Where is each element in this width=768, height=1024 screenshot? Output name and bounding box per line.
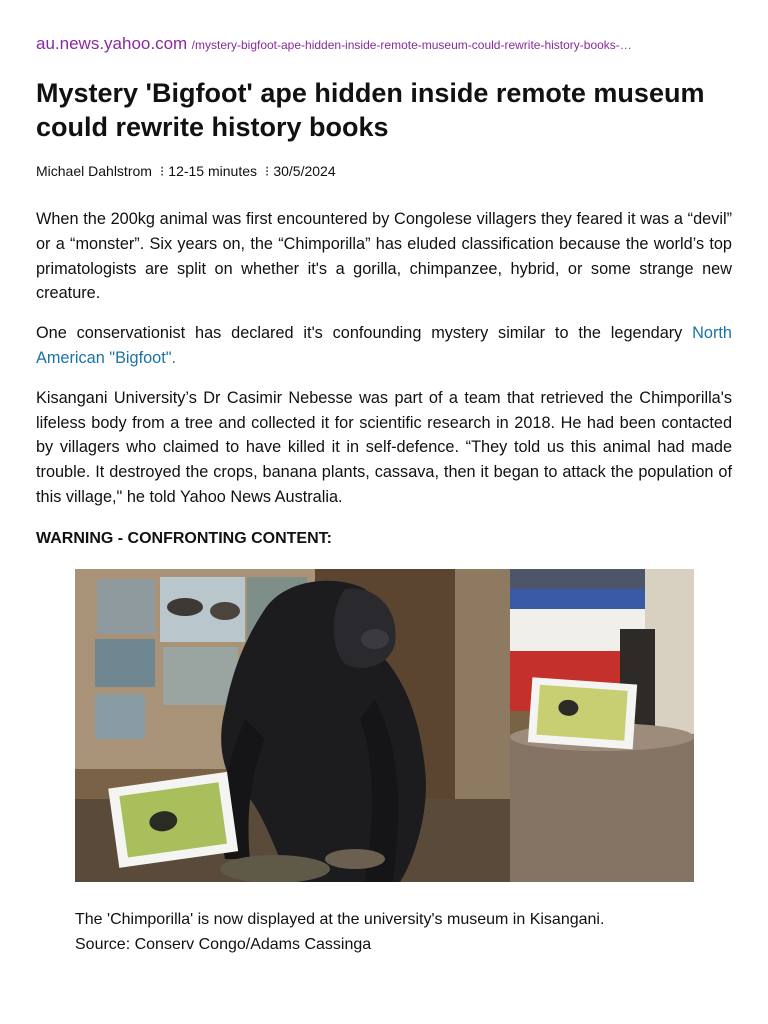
- byline-separator: ⁝: [159, 163, 165, 179]
- caption-line-1: The 'Chimporilla' is now displayed at the university's museum in Kisangani.: [75, 911, 605, 928]
- content-warning: WARNING - CONFRONTING CONTENT:: [36, 530, 332, 547]
- article-headline: Mystery 'Bigfoot' ape hidden inside remote museum could rewrite history books: [36, 78, 705, 142]
- author-name: Michael Dahlstrom: [36, 163, 152, 179]
- source-url[interactable]: [36, 34, 732, 54]
- source-domain-link[interactable]: au.news.yahoo.com: [36, 34, 188, 53]
- bigfoot-link[interactable]: North American "Bigfoot".: [36, 324, 732, 367]
- publish-date: 30/5/2024: [273, 163, 336, 179]
- source-path-link[interactable]: /mystery-bigfoot-ape-hidden-inside-remote-museum-could-rewrite-history-books-…: [191, 38, 632, 52]
- article-body: [36, 207, 732, 525]
- caption-line-2: Source: Conserv Congo/Adams Cassinga: [75, 936, 372, 953]
- byline-separator: ⁝: [264, 163, 270, 179]
- paragraph-3: Kisangani University’s Dr Casimir Nebesse was part of a team that retrieved the Chimporilla's lifeless body from a tree and collected it for scientific research in 2018. He had been contacted by villagers who claimed to have killed it in self-defence. “They told us this animal had made trouble. It destroyed the crops, banana plants, cassava, then it began to attack the population of this village," he told Yahoo News Australia.: [36, 388, 732, 506]
- chimporilla-photo: [75, 569, 694, 882]
- photo-caption: [75, 907, 604, 957]
- paragraph-1: When the 200kg animal was first encountered by Congolese villagers they feared it was a “devil” or a “monster”. Six years on, the “Chimporilla” has eluded classification because the world’s top primatologists are split on whether it's a gorilla, chimpanzee, hybrid, or some strange new creature.: [36, 210, 732, 303]
- read-time: 12-15 minutes: [168, 163, 257, 179]
- paragraph-2: [36, 321, 732, 371]
- article-byline: [36, 163, 336, 180]
- paragraph-2-text: One conservationist has declared it's confounding mystery similar to the legendary: [36, 324, 693, 343]
